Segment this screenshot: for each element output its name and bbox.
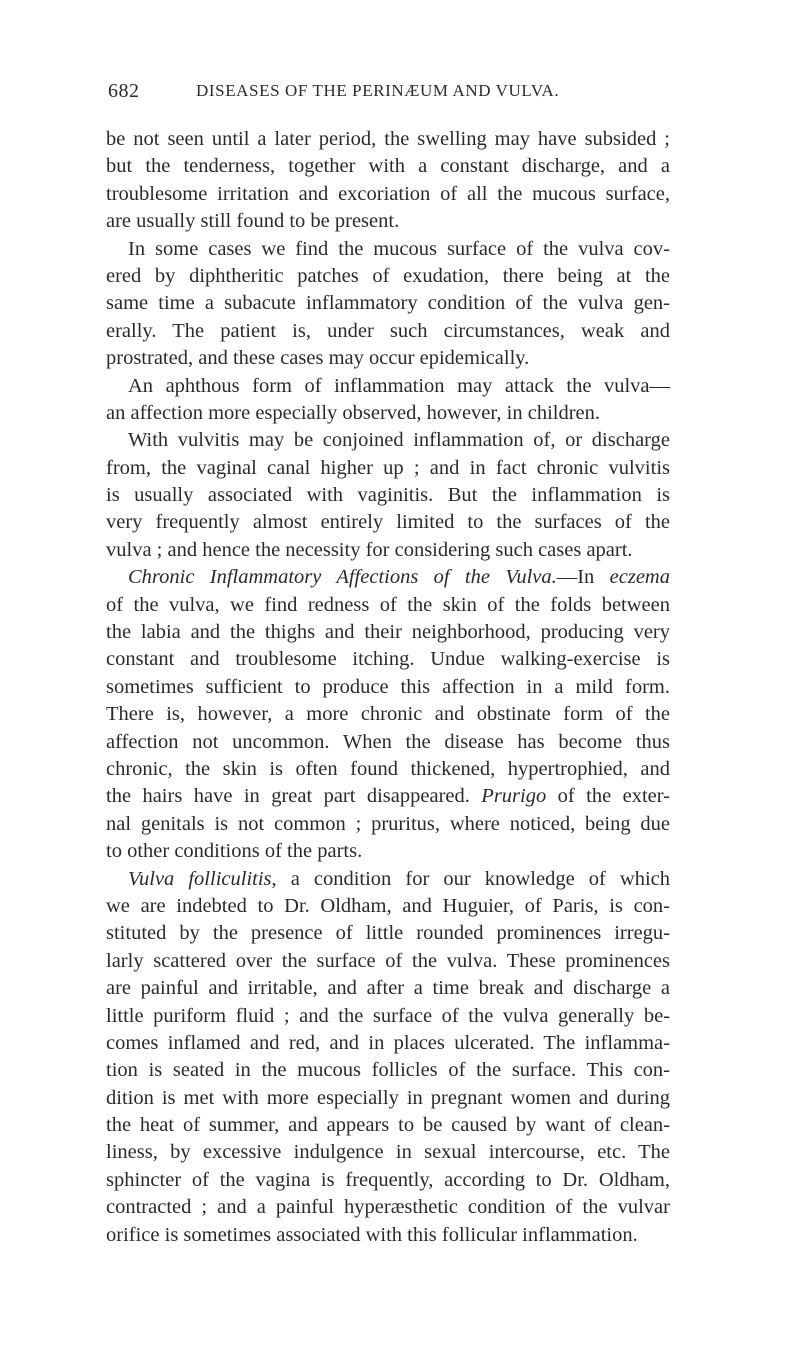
text-line: the heat of summer, and appears to be caused by want of clean- [106, 1114, 670, 1137]
text-line: the labia and the thighs and their neighborhood, producing very [106, 621, 670, 644]
running-title: DISEASES OF THE PERINÆUM AND VULVA. [196, 81, 560, 100]
text-line: an affection more especially observed, however, in children. [106, 401, 601, 424]
text-line: constant and troublesome itching. Undue walking-exercise is [106, 648, 670, 671]
text-line: are painful and irritable, and after a time break and discharge a [106, 977, 670, 1000]
text-line: Chronic Inflammatory Affections of the Vulva.—In eczema [128, 566, 670, 589]
text-line: sometimes sufficient to produce this affection in a mild form. [106, 675, 670, 698]
paragraph [106, 373, 670, 428]
text-line: With vulvitis may be conjoined inflammation of, or discharge [128, 429, 670, 452]
text-line: ered by diphtheritic patches of exudation, there being at the [106, 264, 670, 287]
text-line: dition is met with more especially in pregnant women and during [106, 1086, 670, 1109]
text-line: Vulva folliculitis, a condition for our knowledge of which [128, 867, 671, 890]
page-number: 682 [108, 80, 140, 102]
text-line: but the tenderness, together with a constant discharge, and a [106, 155, 670, 178]
text-line: very frequently almost entirely limited to the surfaces of the [106, 511, 670, 534]
text-line: In some cases we find the mucous surface of the vulva cov- [128, 237, 670, 260]
page-header [108, 80, 708, 110]
text-line: to other conditions of the parts. [106, 840, 363, 863]
text-line: be not seen until a later period, the swelling may have subsided ; [106, 128, 670, 150]
text-line: from, the vaginal canal higher up ; and in fact chronic vulvitis [106, 456, 670, 479]
paragraph [106, 236, 670, 373]
text-line: same time a subacute inflammatory condition of the vulva gen- [106, 292, 670, 315]
text-line: affection not uncommon. When the disease has become thus [106, 730, 670, 753]
text-line: chronic, the skin is often found thickened, hypertrophied, and [106, 757, 670, 780]
text-line: nal genitals is not common ; pruritus, where noticed, being due [106, 812, 670, 835]
paragraph [106, 126, 670, 236]
text-line: of the vulva, we find redness of the skin of the folds between [106, 593, 670, 616]
text-line: the hairs have in great part disappeared. Prurigo of the exter- [106, 785, 670, 808]
paragraph [106, 866, 670, 1249]
text-line: comes inflamed and red, and in places ulcerated. The inflamma- [106, 1031, 670, 1054]
text-line: sphincter of the vagina is frequently, according to Dr. Oldham, [106, 1168, 670, 1191]
text-line: larly scattered over the surface of the vulva. These prominences [106, 949, 670, 972]
text-line: prostrated, and these cases may occur epidemically. [106, 347, 530, 370]
text-line: troublesome irritation and excoriation of all the mucous surface, [106, 182, 670, 205]
text-line: contracted ; and a painful hyperæsthetic condition of the vulvar [106, 1196, 670, 1219]
body-text [106, 126, 670, 1249]
text-line: is usually associated with vaginitis. But the inflammation is [106, 484, 670, 507]
paragraph [106, 564, 670, 865]
text-line: liness, by excessive indulgence in sexual intercourse, etc. The [106, 1141, 670, 1164]
text-line: erally. The patient is, under such circumstances, weak and [106, 319, 670, 342]
text-line: There is, however, a more chronic and obstinate form of the [106, 703, 670, 726]
text-line: we are indebted to Dr. Oldham, and Huguier, of Paris, is con- [106, 894, 670, 917]
text-line: An aphthous form of inflammation may attack the vulva— [128, 374, 670, 397]
text-line: are usually still found to be present. [106, 210, 400, 233]
text-line: vulva ; and hence the necessity for considering such cases apart. [106, 538, 633, 561]
text-line: orifice is sometimes associated with this follicular inflammation. [106, 1223, 638, 1246]
text-line: stituted by the presence of little rounded prominences irregu- [106, 922, 670, 945]
text-line: little puriform fluid ; and the surface of the vulva generally be- [106, 1004, 670, 1027]
text-line: tion is seated in the mucous follicles of the surface. This con- [106, 1059, 670, 1082]
paragraph [106, 427, 670, 564]
